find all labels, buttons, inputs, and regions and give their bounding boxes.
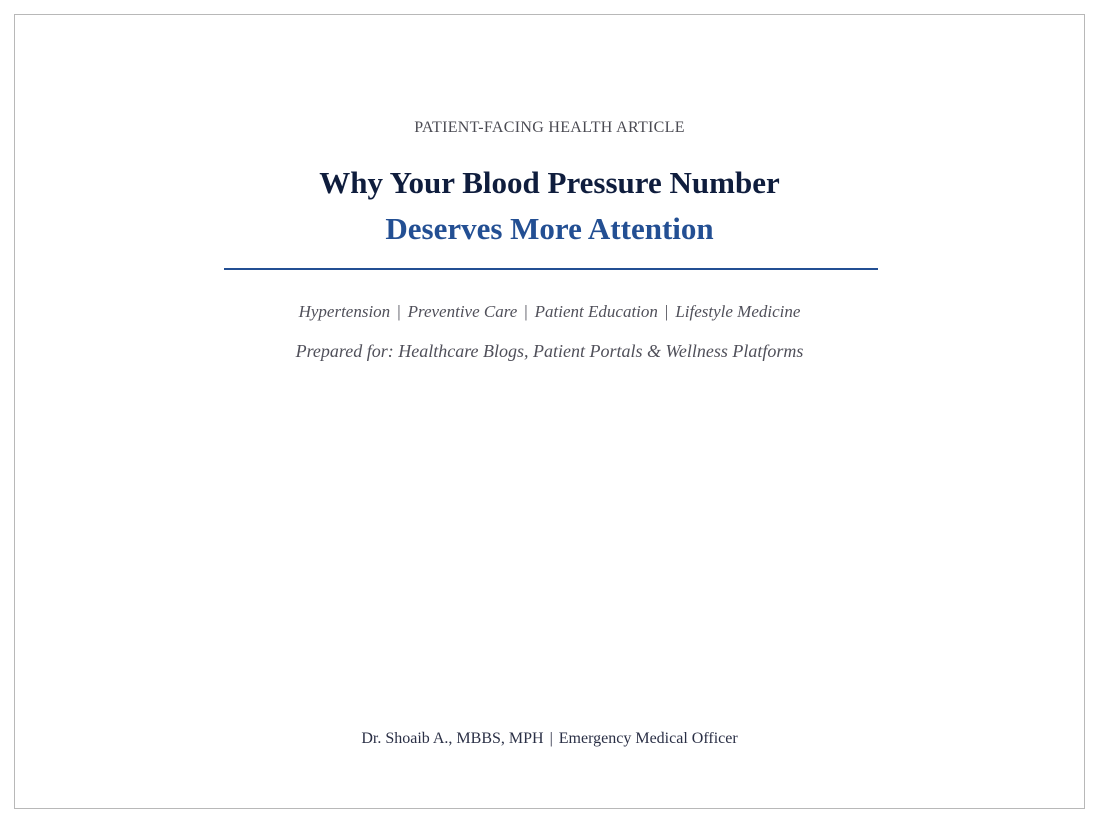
prepared-for-line: Prepared for: Healthcare Blogs, Patient Portals & Wellness Platforms (295, 341, 804, 361)
article-title-line-1: Why Your Blood Pressure Number (319, 165, 780, 200)
topic-tags (15, 302, 1084, 322)
author-line (15, 730, 1084, 748)
author-role: Emergency Medical Officer (558, 730, 738, 747)
tag-preventive-care: Preventive Care (407, 302, 518, 321)
tag-separator: | (664, 302, 669, 321)
tag-hypertension: Hypertension (298, 302, 391, 321)
tag-separator: | (397, 302, 401, 321)
document-page (14, 14, 1085, 809)
article-category-label: PATIENT-FACING HEALTH ARTICLE (414, 119, 685, 136)
tag-separator: | (524, 302, 528, 321)
tag-patient-education: Patient Education (534, 302, 658, 321)
article-title-line-2: Deserves More Attention (385, 211, 714, 246)
tag-lifestyle-medicine: Lifestyle Medicine (675, 302, 801, 321)
author-name: Dr. Shoaib A., MBBS, MPH (361, 730, 544, 747)
title-divider (224, 268, 878, 270)
author-separator: | (549, 730, 553, 747)
